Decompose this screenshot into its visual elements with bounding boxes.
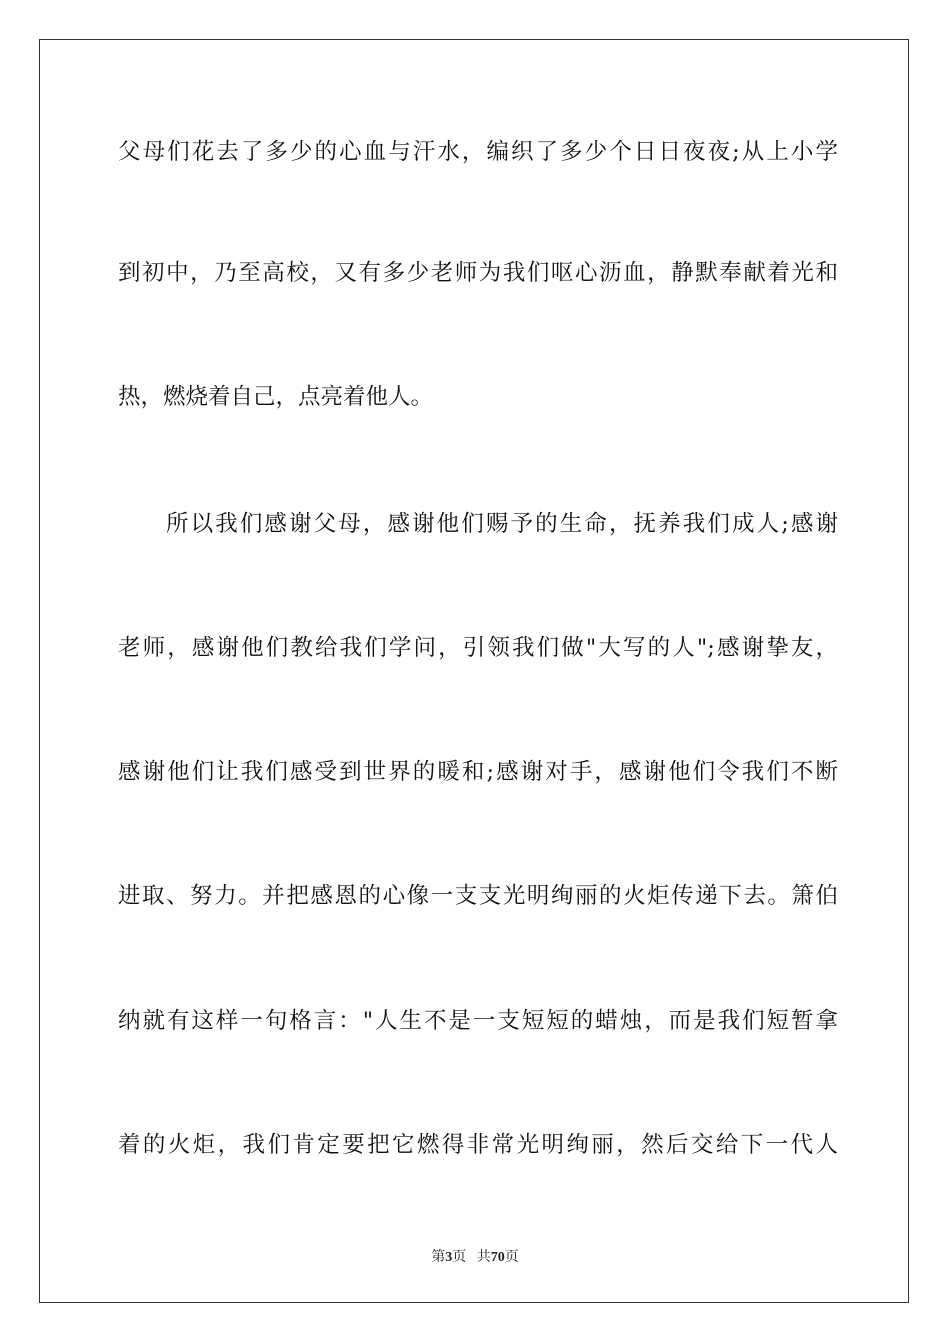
- paragraph-line-9: 着的火炬，我们肯定要把它燃得非常光明绚丽，然后交给下一代人: [118, 1132, 838, 1158]
- page-suffix: 页: [452, 1250, 467, 1265]
- paragraph-line-1: 父母们花去了多少的心血与汗水，编织了多少个日日夜夜;从上小学: [118, 139, 838, 165]
- total-suffix: 页: [504, 1250, 519, 1265]
- total-prefix: 共: [476, 1250, 491, 1265]
- paragraph-line-4: 所以我们感谢父母，感谢他们赐予的生命，抚养我们成人;感谢: [166, 511, 838, 537]
- page-prefix: 第: [431, 1250, 446, 1265]
- current-page-number: 3: [445, 1250, 453, 1265]
- paragraph-line-2: 到初中，乃至高校，又有多少老师为我们呕心沥血，静默奉献着光和: [118, 260, 838, 286]
- paragraph-line-8: 纳就有这样一句格言："人生不是一支短短的蜡烛，而是我们短暂拿: [118, 1008, 838, 1034]
- page-footer: [0, 1246, 950, 1266]
- paragraph-line-7: 进取、努力。并把感恩的心像一支支光明绚丽的火炬传递下去。箫伯: [118, 883, 838, 909]
- page-border: [39, 39, 909, 1303]
- paragraph-line-5: 老师，感谢他们教给我们学问，引领我们做"大写的人";感谢挚友，: [118, 635, 838, 661]
- paragraph-line-6: 感谢他们让我们感受到世界的暖和;感谢对手，感谢他们令我们不断: [118, 759, 838, 785]
- paragraph-line-3: 热，燃烧着自己，点亮着他人。: [118, 384, 434, 410]
- total-pages-number: 70: [490, 1250, 505, 1265]
